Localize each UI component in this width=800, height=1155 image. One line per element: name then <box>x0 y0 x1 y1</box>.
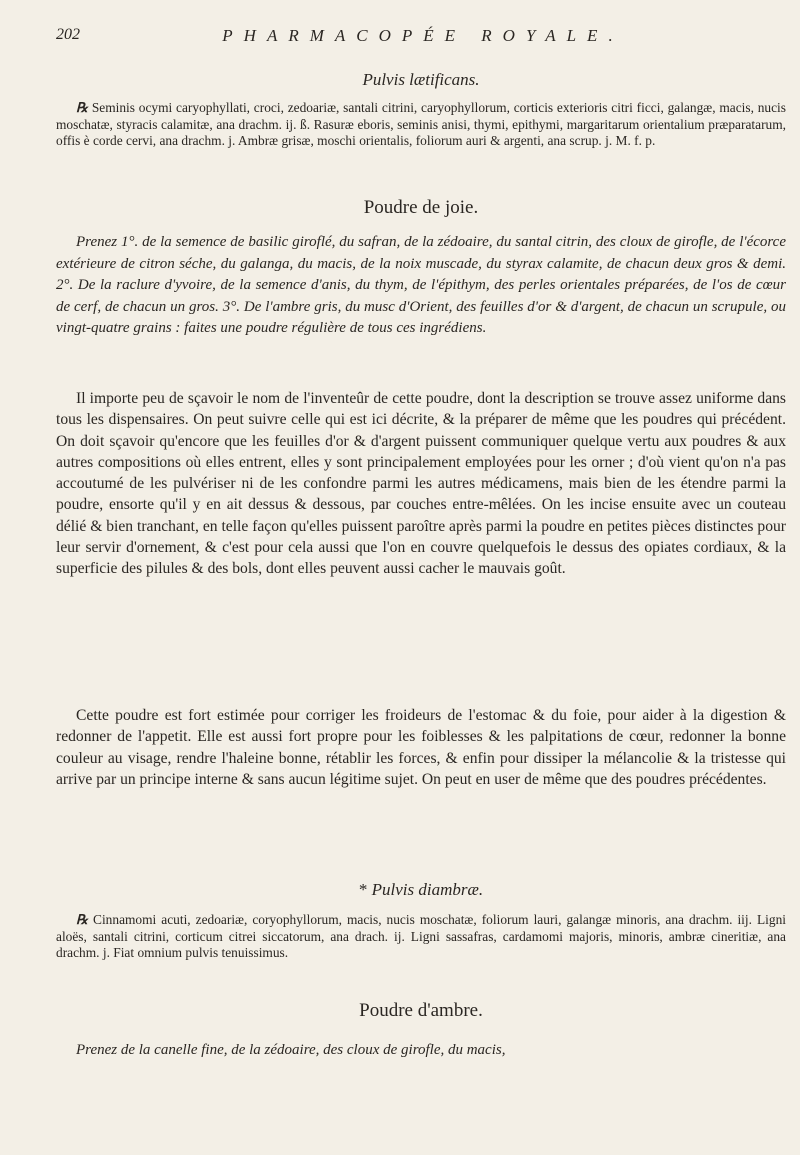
recipe-symbol-2: ℞ <box>76 912 89 927</box>
latin-text-2: Cinnamomi acuti, zedoariæ, coryophyllorum, macis, nucis moschatæ, foliorum lauri, galangæ minoris, ana drachm. iij. Ligni aloës, santali citrini, corticum citrei siccatorum, ana drach. ij. Ligni sassafras, cardamomi majoris, minoris, ambræ cineritiæ, ana drachm. j. Fiat omnium pulvis tenuissimus. <box>56 912 786 960</box>
recipe-symbol: ℞ <box>76 100 89 115</box>
latin-text: Seminis ocymi caryophyllati, croci, zedoariæ, santali citrini, caryophyllorum, corticis exterioris citri ficci, galangæ, macis, nucis moschatæ, styracis calamitæ, ana drachm. ij. ß. Rasuræ eboris, seminis anisi, thymi, epithymi, margaritarum orientalium præparatarum, offis è corde cervi, ana drachm. j. Ambræ grisæ, moschi orientalis, foliorum auri & argenti, ana scrup. j. M. f. p. <box>56 100 786 148</box>
french-heading-1: Poudre de joie. <box>363 197 479 218</box>
french-heading-2: Poudre d'ambre. <box>359 1000 483 1021</box>
french-recipe-2: Prenez de la canelle fine, de la zédoaire, des cloux de girofle, du macis, <box>76 1042 506 1058</box>
asterisk-mark: * <box>358 880 368 899</box>
latin-recipe-1 <box>56 100 786 150</box>
french-recipe-1: Prenez 1°. de la semence de basilic giroflé, du safran, de la zédoaire, du santal citrin, des cloux de girofle, de l'écorce extérieure de citron séche, du galanga, du macis, de la noix muscade, du styrax calamite, de chacun deux gros & demi. 2°. De la raclure d'yvoire, de la semence d'anis, du thym, de l'épithym, des perles orientales préparées, de l'os de cœur de cerf, de chacun un gros. 3°. De l'ambre gris, du musc d'Orient, des feuilles d'or & d'argent, de chacun un scrupule, ou vingt-quatre grains : faites une poudre régulière de tous ces ingrédiens. <box>56 234 786 336</box>
latin-title-1: Pulvis lætificans. <box>362 70 480 89</box>
commentary-paragraph-1: Il importe peu de sçavoir le nom de l'inventeûr de cette poudre, dont la description se trouve assez uniforme dans tous les dispensaires. On peut suivre celle qui est ici décrite, & la préparer de même que les poudres qui précédent. On doit sçavoir qu'encore que les feuilles d'or & d'argent puissent communiquer quelque vertu aux poudres & aux autres compositions où elles entrent, elles y sont principalement employées pour les orner ; d'où vient qu'on n'a pas accoutumé de les pulvériser ni de les confondre parmi les autres médicamens, mais bien de les étendre parmi la poudre, ensorte qu'il y en ait dessus & dessous, par couches entre-mêlées. On les incise ensuite avec un couteau délié & bien tranchant, en telle façon qu'elles puissent paroître après parmi la poudre en petites pièces distinctes pour leur servir d'ornement, & c'est pour cela aussi que l'on en couvre quelquefois le dessus des opiates cordiaux, & la superficie des pilules & des bols, dont elles peuvent aussi cacher le mauvais goût. <box>56 390 786 578</box>
commentary-paragraph-2: Cette poudre est fort estimée pour corriger les froideurs de l'estomac & du foie, pour aider à la digestion & redonner de l'appetit. Elle est aussi fort propre pour les foiblesses & les palpitations de cœur, redonner la bonne couleur au visage, rendre l'haleine bonne, rétablir les forces, & enfin pour dissiper la mélancolie & la tristesse qui arrive par un principe interne & sans aucun légitime sujet. On peut en user de même que des poudres précédentes. <box>56 707 786 788</box>
page-number: 202 <box>56 26 80 43</box>
latin-recipe-2 <box>56 912 786 962</box>
running-title: PHARMACOPÉE ROYALE. <box>222 26 624 45</box>
page-header <box>56 26 760 50</box>
latin-title-2: * Pulvis diambræ. <box>358 880 484 899</box>
